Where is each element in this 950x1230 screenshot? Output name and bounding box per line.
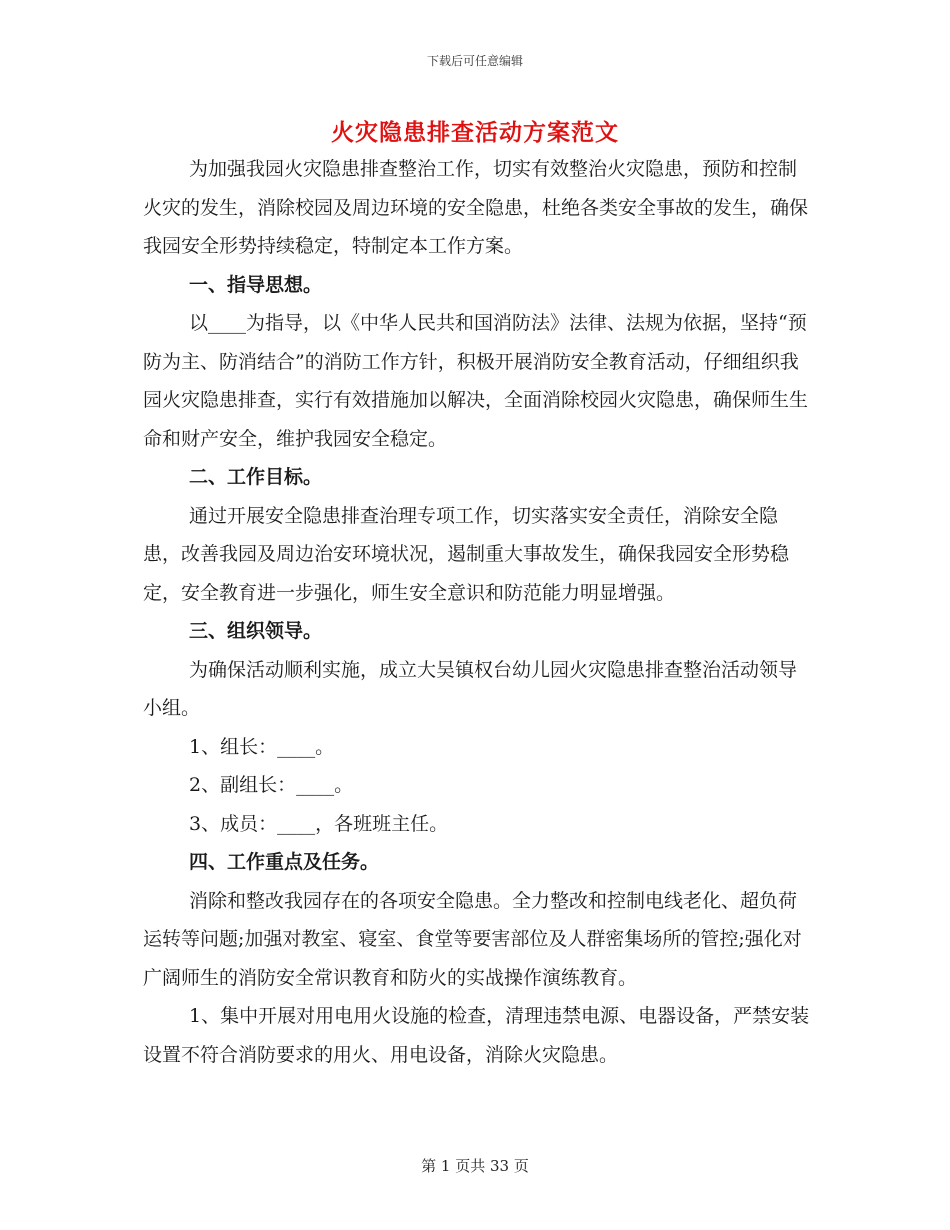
task-item-1: 1、集中开展对用电用火设施的检查，清理违禁电源、电器设备，严禁安装设置不符合消防要求的用火、用电设备，消除火灾隐患。: [143, 1005, 810, 1066]
document-title: 火灾隐患排查活动方案范文: [331, 119, 619, 146]
list-item-members: 3、成员：____，各班班主任。: [189, 812, 449, 835]
section-heading-key-tasks: 四、工作重点及任务。: [189, 851, 380, 873]
list-item-deputy-leader: 2、副组长：____。: [189, 774, 354, 796]
page-header: 下载后可任意编辑: [426, 54, 523, 68]
work-goals-paragraph: 通过开展安全隐患排查治理专项工作，切实落实安全责任，消除安全隐患，改善我园及周边治安环境状况，遏制重大事故发生，确保我园安全形势稳定，安全教育进一步强化，师生安全意识和防范能力明显增强。: [143, 504, 790, 604]
list-item-leader: 1、组长：____。: [189, 735, 335, 758]
key-tasks-paragraph: 消除和整改我园存在的各项安全隐患。全力整改和控制电线老化、超负荷运转等问题;加强对教室、寝室、食堂等要害部位及人群密集场所的管控;强化对广阔师生的消防安全常识教育和防火的实战操作演练教育。: [143, 889, 802, 989]
organization-paragraph: 为确保活动顺利实施，成立大吴镇权台幼儿园火灾隐患排查整治活动领导小组。: [143, 658, 798, 719]
page-footer: 第 1 页共 33 页: [421, 1157, 529, 1175]
intro-paragraph: 为加强我园火灾隐患排查整治工作，切实有效整治火灾隐患，预防和控制火灾的发生，消除校园及周边环境的安全隐患，杜绝各类安全事故的发生，确保我园安全形势持续稳定，特制定本工作方案。: [143, 158, 809, 257]
section-heading-guiding-ideology: 一、指导思想。: [189, 273, 323, 296]
document-body: [143, 150, 813, 1074]
section-heading-organization: 三、组织领导。: [189, 620, 323, 642]
guiding-ideology-paragraph: 以____为指导，以《中华人民共和国消防法》法律、法规为依据，坚持“预防为主、防消结合”的消防工作方针，积极开展消防安全教育活动，仔细组织我园火灾隐患排查，实行有效措施加以解决，全面消除校园火灾隐患，确保师生生命和财产安全，维护我园安全稳定。: [143, 312, 809, 450]
section-heading-work-goals: 二、工作目标。: [189, 466, 323, 488]
